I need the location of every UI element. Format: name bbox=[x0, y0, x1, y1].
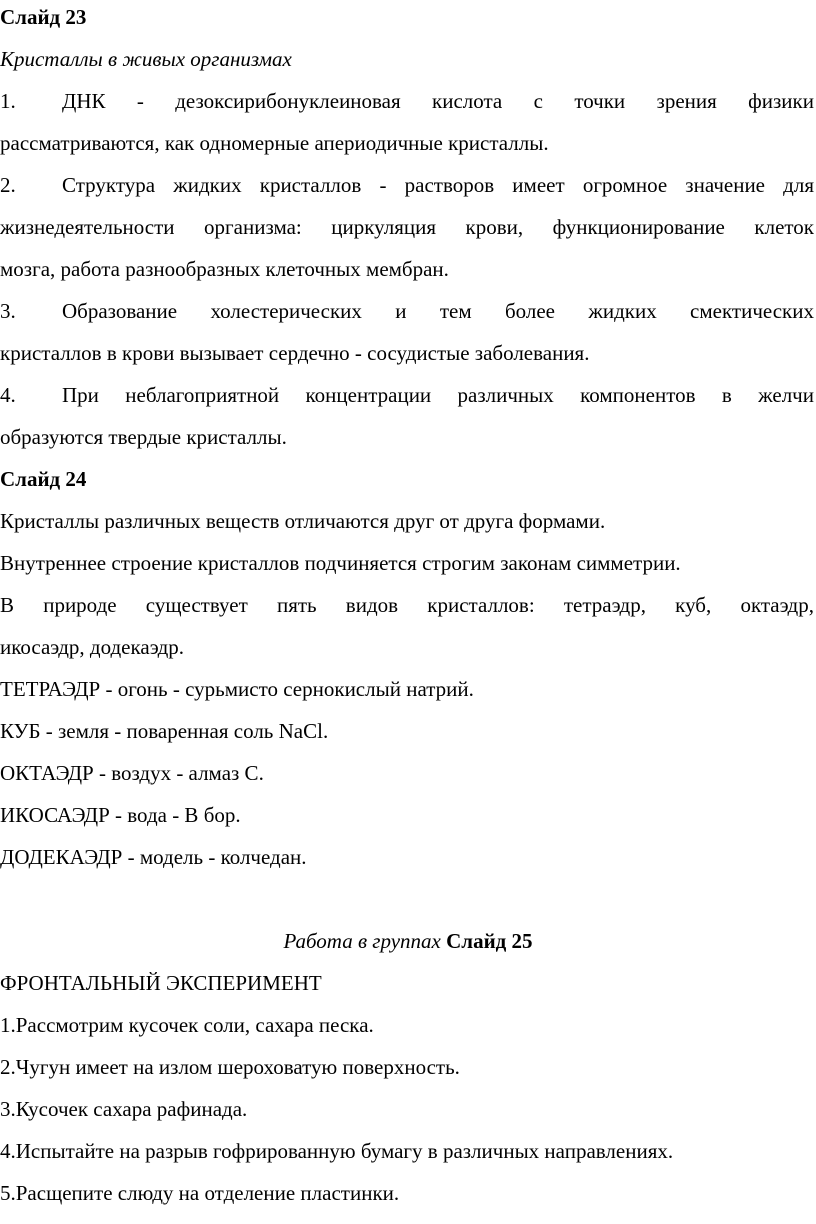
slide-23-item-4-line-2: образуются твердые кристаллы. bbox=[0, 425, 287, 449]
item-number: 2. bbox=[0, 173, 16, 197]
experiment-step-4: 4.Испытайте на разрыв гофрированную бумагу в различных направлениях. bbox=[0, 1139, 674, 1163]
shape-cube: КУБ - земля - поваренная соль NaCl. bbox=[0, 719, 329, 743]
slide-23-item-2-line-2: жизнедеятельности организма: циркуляция крови, функционирование клеток bbox=[0, 215, 814, 239]
slide-24-heading: Слайд 24 bbox=[0, 467, 87, 491]
experiment-title: ФРОНТАЛЬНЫЙ ЭКСПЕРИМЕНТ bbox=[0, 971, 322, 995]
experiment-step-5: 5.Расщепите слюду на отделение пластинки. bbox=[0, 1181, 400, 1205]
slide-23-item-3-line-2: кристаллов в крови вызывает сердечно - сосудистые заболевания. bbox=[0, 341, 590, 365]
slide-23-item-2-line-1 bbox=[0, 172, 814, 198]
shape-tetrahedron: ТЕТРАЭДР - огонь - сурьмисто сернокислый натрий. bbox=[0, 677, 474, 701]
slide-23-item-4-line-1 bbox=[0, 382, 814, 408]
experiment-step-3: 3.Кусочек сахара рафинада. bbox=[0, 1097, 248, 1121]
slide-24-paragraph-3-line-1: В природе существует пять видов кристаллов: тетраэдр, куб, октаэдр, bbox=[0, 593, 814, 617]
item-number: 1. bbox=[0, 89, 16, 113]
item-text: ДНК - дезоксирибонуклеиновая кислота с точки зрения физики bbox=[62, 89, 814, 113]
item-text: Структура жидких кристаллов - растворов имеет огромное значение для bbox=[62, 173, 814, 197]
experiment-step-2: 2.Чугун имеет на излом шероховатую поверхность. bbox=[0, 1055, 460, 1079]
slide-23-subtitle: Кристаллы в живых организмах bbox=[0, 47, 292, 71]
shape-dodecahedron: ДОДЕКАЭДР - модель - колчедан. bbox=[0, 845, 307, 869]
slide-24-paragraph-2: Внутреннее строение кристаллов подчиняется строгим законам симметрии. bbox=[0, 551, 681, 575]
slide-23-heading: Слайд 23 bbox=[0, 5, 87, 29]
slide-23-item-2-line-3: мозга, работа разнообразных клеточных мембран. bbox=[0, 257, 449, 281]
slide-25-heading: Слайд 25 bbox=[446, 929, 533, 953]
item-text: Образование холестерических и тем более жидких смектических bbox=[62, 299, 814, 323]
shape-icosahedron: ИКОСАЭДР - вода - В бор. bbox=[0, 803, 241, 827]
slide-23-item-1-line-2: рассматриваются, как одномерные апериодичные кристаллы. bbox=[0, 131, 549, 155]
slide-24-paragraph-3-line-2: икосаэдр, додекаэдр. bbox=[0, 635, 185, 659]
experiment-step-1: 1.Рассмотрим кусочек соли, сахара песка. bbox=[0, 1013, 374, 1037]
slide-25-heading-line bbox=[0, 928, 816, 954]
item-text: При неблагоприятной концентрации различных компонентов в желчи bbox=[62, 383, 814, 407]
slide-24-paragraph-1: Кристаллы различных веществ отличаются друг от друга формами. bbox=[0, 509, 606, 533]
item-number: 4. bbox=[0, 383, 16, 407]
shape-octahedron: ОКТАЭДР - воздух - алмаз С. bbox=[0, 761, 264, 785]
slide-23-item-1-line-1 bbox=[0, 88, 814, 114]
item-number: 3. bbox=[0, 299, 16, 323]
slide-23-item-3-line-1 bbox=[0, 298, 814, 324]
group-work-label: Работа в группах bbox=[283, 929, 441, 953]
